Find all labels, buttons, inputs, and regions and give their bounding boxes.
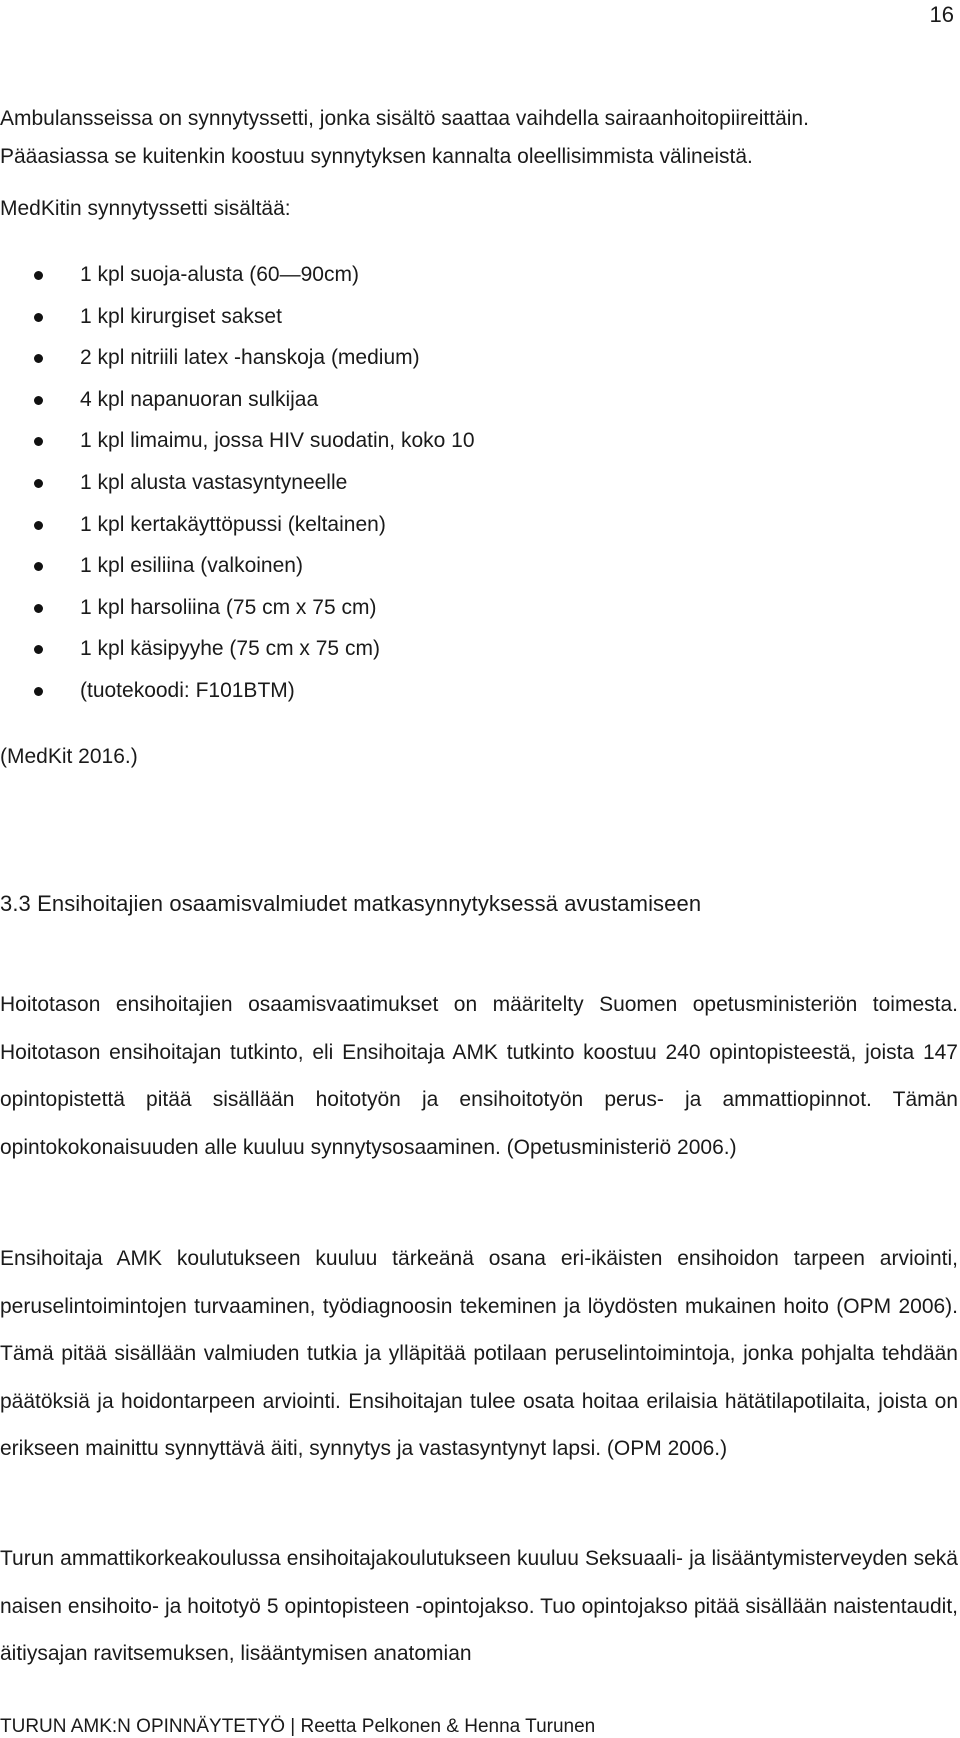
intro-line: Ambulansseissa on synnytyssetti, jonka sisältö saattaa vaihdella sairaanhoitopiireittäin.	[0, 107, 809, 130]
bullet-icon	[34, 687, 43, 696]
bullet-icon	[34, 521, 43, 530]
list-item-text: (tuotekoodi: F101BTM)	[80, 678, 295, 702]
body-paragraph: Ensihoitaja AMK koulutukseen kuuluu tärkeänä osana eri-ikäisten ensihoidon tarpeen arviointi, peruselintoimintojen turvaaminen, työdiagnoosin tekeminen ja löydösten mukainen hoito (OPM 2006). Tämä pitää sisällään valmiuden tutkia ja ylläpitää potilaan peruselintoimintoja, jonka pohjalta tehdään päätöksiä ja hoidontarpeen arviointi. Ensihoitajan tulee osata hoitaa erilaisia hätätilapotilaita, joista on erikseen mainittu synnyttävä äiti, synnytys ja vastasyntynyt lapsi. (OPM 2006.)	[0, 1247, 958, 1460]
section-heading: 3.3 Ensihoitajien osaamisvalmiudet matkasynnytyksessä avustamiseen	[0, 891, 702, 916]
intro-line: Pääasiassa se kuitenkin koostuu synnytyksen kannalta oleellisimmista välineistä.	[0, 145, 753, 168]
citation: (MedKit 2016.)	[0, 745, 138, 768]
list-item	[0, 380, 700, 422]
list-item	[0, 297, 700, 339]
list-item-text: 2 kpl nitriili latex -hanskoja (medium)	[80, 346, 420, 370]
list-item	[0, 421, 700, 463]
bullet-icon	[34, 437, 43, 446]
page-number: 16	[929, 2, 954, 27]
intro-paragraph	[0, 100, 950, 176]
bullet-icon	[34, 562, 43, 571]
bullet-icon	[34, 479, 43, 488]
bullet-icon	[34, 354, 43, 363]
list-item	[0, 255, 700, 297]
page-footer: TURUN AMK:N OPINNÄYTETYÖ | Reetta Pelkonen & Henna Turunen	[0, 1716, 596, 1737]
body-paragraph: Turun ammattikorkeakoulussa ensihoitajakoulutukseen kuuluu Seksuaali- ja lisääntymisterveyden sekä naisen ensihoito- ja hoitotyö 5 opintopisteen -opintojakso. Tuo opintojakso pitää sisällään naistentaudit, äitiysajan ravitsemuksen, lisääntymisen anatomian	[0, 1547, 958, 1665]
list-heading: MedKitin synnytyssetti sisältää:	[0, 197, 291, 220]
list-item-text: 1 kpl alusta vastasyntyneelle	[80, 470, 348, 494]
list-item-text: 1 kpl harsoliina (75 cm x 75 cm)	[80, 595, 377, 619]
bullet-icon	[34, 313, 43, 322]
list-item-text: 1 kpl kertakäyttöpussi (keltainen)	[80, 512, 386, 536]
list-item	[0, 546, 700, 588]
bullet-icon	[34, 604, 43, 613]
list-item-text: 1 kpl kirurgiset sakset	[80, 304, 282, 328]
bullet-icon	[34, 271, 43, 280]
list-item-text: 1 kpl suoja-alusta (60—90cm)	[80, 263, 359, 286]
list-item-text: 1 kpl käsipyyhe (75 cm x 75 cm)	[80, 637, 380, 661]
bullet-icon	[34, 645, 43, 654]
list-item	[0, 588, 700, 630]
list-item	[0, 629, 700, 671]
body-paragraph: Hoitotason ensihoitajien osaamisvaatimukset on määritelty Suomen opetusministeriön toimesta. Hoitotason ensihoitajan tutkinto, eli Ensihoitaja AMK tutkinto koostuu 240 opintopisteestä, joista 147 opintopistettä pitää sisällään hoitotyön ja ensihoitotyön perus- ja ammattiopinnot. Tämän opintokokonaisuuden alle kuuluu synnytysosaaminen. (Opetusministeriö 2006.)	[0, 993, 958, 1159]
list-item-text: 1 kpl limaimu, jossa HIV suodatin, koko 10	[80, 429, 475, 453]
list-item-text: 1 kpl esiliina (valkoinen)	[80, 554, 303, 578]
list-item	[0, 463, 700, 505]
kit-contents-list	[0, 255, 700, 713]
list-item	[0, 505, 700, 547]
bullet-icon	[34, 396, 43, 405]
list-item-text: 4 kpl napanuoran sulkijaa	[80, 387, 319, 411]
list-item	[0, 671, 700, 713]
list-item	[0, 338, 700, 380]
